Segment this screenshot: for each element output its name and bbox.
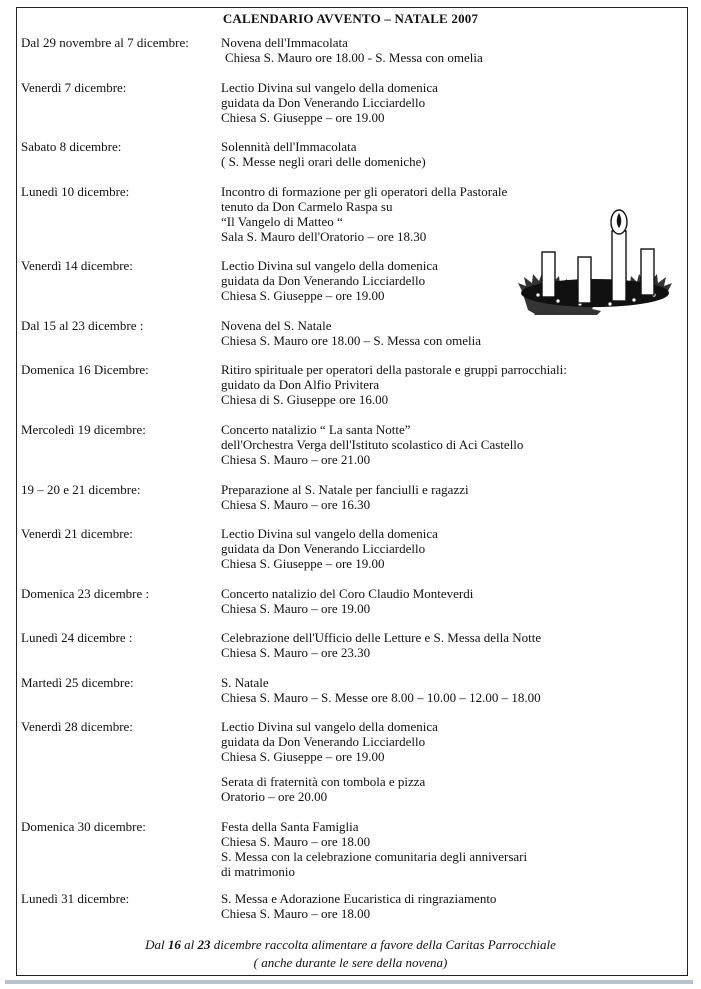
entry-line: Festa della Santa Famiglia <box>221 819 359 834</box>
entry-date: 19 – 20 e 21 dicembre: <box>21 482 141 497</box>
entry-date: Dal 29 novembre al 7 dicembre: <box>21 35 189 50</box>
entry-line: guidata da Don Venerando Licciardello <box>221 95 426 110</box>
entry-line: Chiesa S. Giuseppe – ore 19.00 <box>221 556 385 571</box>
entry-line: dell'Orchestra Verga dell'Istituto scolastico di Aci Castello <box>221 437 524 452</box>
entry-date: Venerdì 7 dicembre: <box>21 80 127 95</box>
footer-note: Dal 16 al 23 dicembre raccolta alimentare a favore della Caritas Parrocchiale <box>145 937 556 952</box>
entry-date: Lunedì 31 dicembre: <box>21 891 130 906</box>
entry-line: Chiesa S. Mauro – ore 21.00 <box>221 452 371 467</box>
entry-line: Chiesa S. Mauro ore 18.00 – S. Messa con omelia <box>221 333 481 348</box>
entry-date: Venerdì 14 dicembre: <box>21 258 133 273</box>
entry-details <box>221 184 507 244</box>
entry-line: Ritiro spirituale per operatori della pastorale e gruppi parrocchiali: <box>221 362 567 377</box>
entry-details <box>221 362 567 407</box>
entry-details <box>221 675 541 705</box>
entry-date: Martedì 25 dicembre: <box>21 675 134 690</box>
entry-line: Lectio Divina sul vangelo della domenica <box>221 80 438 95</box>
entry-line: Chiesa S. Giuseppe – ore 19.00 <box>221 288 385 303</box>
entry-details <box>221 774 425 804</box>
entry-date: Domenica 23 dicembre : <box>21 586 150 601</box>
entry-line: Lectio Divina sul vangelo della domenica <box>221 258 438 273</box>
entry-details <box>221 482 469 512</box>
footer-note-sub: ( anche durante le sere della novena) <box>253 955 448 970</box>
entry-date: Venerdì 21 dicembre: <box>21 526 133 541</box>
entry-line: Chiesa S. Mauro – ore 18.00 <box>221 906 371 921</box>
entry-date: Dal 15 al 23 dicembre : <box>21 318 144 333</box>
entry-line: Lectio Divina sul vangelo della domenica <box>221 719 438 734</box>
entry-line: Celebrazione dell'Ufficio delle Letture e S. Messa della Notte <box>221 630 542 645</box>
entry-line: Chiesa S. Giuseppe – ore 19.00 <box>221 749 385 764</box>
entry-line: guidata da Don Venerando Licciardello <box>221 273 426 288</box>
entry-details <box>221 719 438 764</box>
entry-date: Sabato 8 dicembre: <box>21 139 122 154</box>
entry-details <box>221 630 541 660</box>
entry-line: Chiesa S. Mauro – ore 18.00 <box>221 834 371 849</box>
entry-details <box>221 80 438 125</box>
entry-line: S. Messa con la celebrazione comunitaria degli anniversari <box>221 849 528 864</box>
entry-line: Lectio Divina sul vangelo della domenica <box>221 526 438 541</box>
entry-line: tenuto da Don Carmelo Raspa su <box>221 199 393 214</box>
entry-date: Venerdì 28 dicembre: <box>21 719 133 734</box>
entry-line: Concerto natalizio “ La santa Notte” <box>221 422 411 437</box>
entry-details <box>221 526 438 571</box>
entry-details <box>221 819 527 879</box>
entry-line: Novena del S. Natale <box>221 318 332 333</box>
entry-details <box>221 139 426 169</box>
entry-line: S. Messa e Adorazione Eucaristica di ringraziamento <box>221 891 497 906</box>
entry-line: Chiesa S. Mauro ore 18.00 - S. Messa con omelia <box>225 50 483 65</box>
entry-line: Oratorio – ore 20.00 <box>221 789 328 804</box>
entry-line: Sala S. Mauro dell'Oratorio – ore 18.30 <box>221 229 427 244</box>
advent-wreath-icon <box>518 205 672 315</box>
entry-date: Domenica 30 dicembre: <box>21 819 146 834</box>
entry-date: Lunedì 24 dicembre : <box>21 630 133 645</box>
entry-line: di matrimonio <box>221 864 296 879</box>
entry-line: Incontro di formazione per gli operatori della Pastorale <box>221 184 508 199</box>
entry-date: Domenica 16 Dicembre: <box>21 362 149 377</box>
entry-line: “Il Vangelo di Matteo “ <box>221 214 343 229</box>
page-title: CALENDARIO AVVENTO – NATALE 2007 <box>222 11 479 26</box>
entry-line: Concerto natalizio del Coro Claudio Monteverdi <box>221 586 474 601</box>
bottom-rule <box>5 980 693 984</box>
entry-line: Novena dell'Immacolata <box>221 35 348 50</box>
entry-line: guidata da Don Venerando Licciardello <box>221 541 426 556</box>
entry-details <box>221 318 481 348</box>
entry-line: S. Natale <box>221 675 269 690</box>
entry-details <box>221 891 496 921</box>
entry-line: Chiesa S. Mauro – ore 23.30 <box>221 645 371 660</box>
entry-line: guidato da Don Alfio Privitera <box>221 377 380 392</box>
entry-line: Serata di fraternità con tombola e pizza <box>221 774 426 789</box>
entry-line: Chiesa S. Mauro – ore 19.00 <box>221 601 371 616</box>
entry-details <box>221 586 473 616</box>
entry-details <box>221 258 438 303</box>
entry-line: guidata da Don Venerando Licciardello <box>221 734 426 749</box>
entry-line: Chiesa S. Mauro – S. Messe ore 8.00 – 10.00 – 12.00 – 18.00 <box>221 690 541 705</box>
entry-line: Solennità dell'Immacolata <box>221 139 357 154</box>
entry-line: Preparazione al S. Natale per fanciulli e ragazzi <box>221 482 469 497</box>
entry-details <box>221 422 523 467</box>
entry-line: Chiesa S. Giuseppe – ore 19.00 <box>221 110 385 125</box>
entry-line: Chiesa S. Mauro – ore 16.30 <box>221 497 371 512</box>
entry-details <box>221 35 483 65</box>
entry-line: ( S. Messe negli orari delle domeniche) <box>221 154 426 169</box>
entry-line: Chiesa di S. Giuseppe ore 16.00 <box>221 392 389 407</box>
entry-date: Lunedì 10 dicembre: <box>21 184 130 199</box>
entry-date: Mercoledì 19 dicembre: <box>21 422 146 437</box>
